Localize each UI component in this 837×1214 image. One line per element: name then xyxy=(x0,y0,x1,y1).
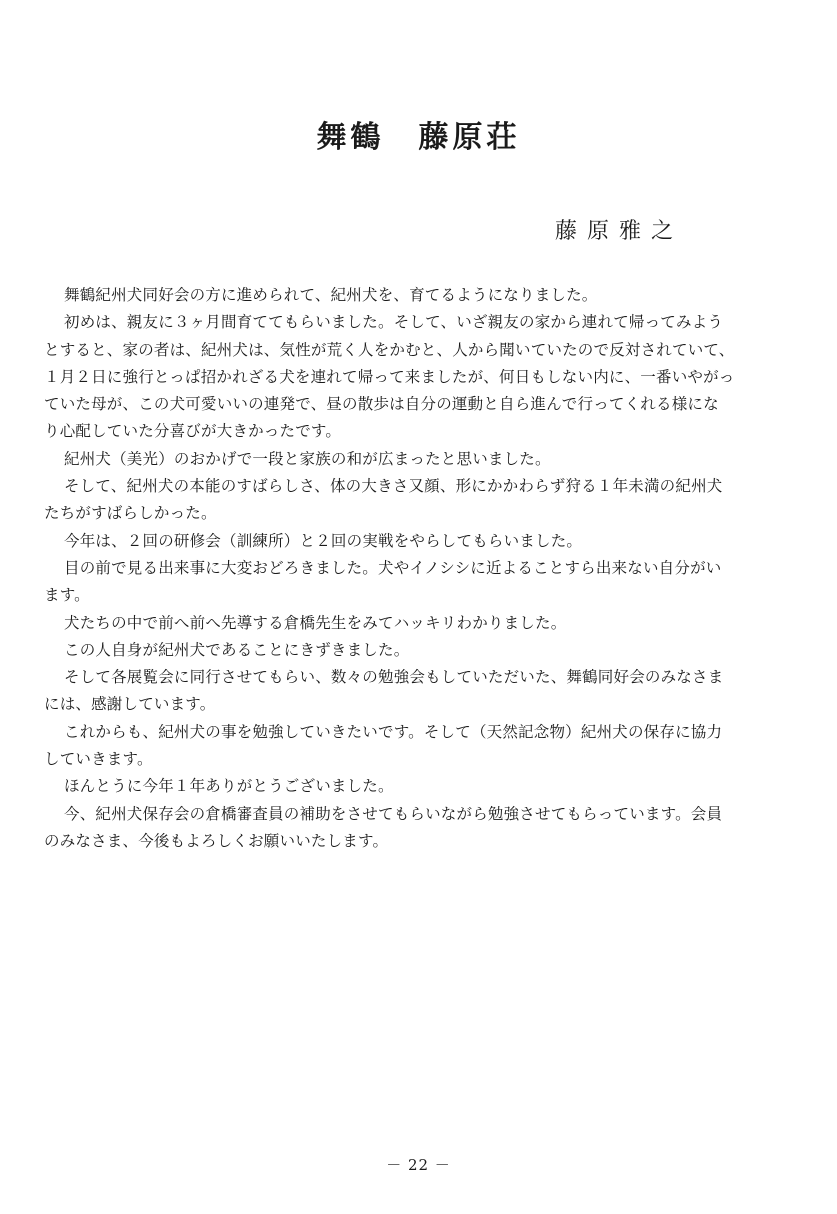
body-line: そして、紀州犬の本能のすばらしさ、体の大きさ又顔、形にかかわらず狩る１年未満の紀州犬 xyxy=(64,477,723,496)
body-line: これからも、紀州犬の事を勉強していきたいです。そして（天然記念物）紀州犬の保存に協力 xyxy=(64,722,723,741)
body-line: 犬たちの中で前へ前へ先導する倉橋先生をみてハッキリわかりました。 xyxy=(64,613,567,632)
body-line: 舞鶴紀州犬同好会の方に進められて、紀州犬を、育てるようになりました。 xyxy=(64,286,598,304)
article-body xyxy=(44,282,772,855)
body-line: 初めは、親友に３ヶ月間育ててもらいました。そして、いざ親友の家から連れて帰ってみよう xyxy=(64,313,724,332)
body-line: には、感謝しています。 xyxy=(44,695,216,714)
body-line: ます。 xyxy=(44,586,90,605)
body-line: とすると、家の者は、紀州犬は、気性が荒く人をかむと、人から聞いていたので反対されていて、 xyxy=(44,340,735,359)
body-line: たちがすばらしかった。 xyxy=(44,504,217,523)
body-line: ていた母が、この犬可愛いいの連発で、昼の散歩は自分の運動と自ら進んで行ってくれる様にな xyxy=(44,395,719,414)
body-line: のみなさま、今後もよろしくお願いいたします。 xyxy=(44,831,389,850)
body-line: 今、紀州犬保存会の倉橋審査員の補助をさせてもらいながら勉強させてもらっています。会員 xyxy=(64,804,723,823)
body-line: １月２日に強行とっぱ招かれざる犬を連れて帰って来ましたが、何日もしない内に、一番いやがっ xyxy=(44,367,735,386)
body-line: 紀州犬（美光）のおかげで一段と家族の和が広まったと思いました。 xyxy=(64,449,551,468)
body-line: そして各展覧会に同行させてもらい、数々の勉強会もしていただいた、舞鶴同好会のみなさま xyxy=(64,668,724,687)
page-number: － 22 － xyxy=(386,1156,451,1174)
author-name: 藤原雅之 xyxy=(555,219,684,244)
body-line: していきます。 xyxy=(44,750,153,769)
body-line: り心配していた分喜びが大きかったです。 xyxy=(44,422,342,441)
body-line: 目の前で見る出来事に大変おどろきました。犬やイノシシに近よることすら出来ない自分がい xyxy=(64,558,722,577)
body-line: この人自身が紀州犬であることにきずきました。 xyxy=(64,640,410,659)
body-line: 今年は、２回の研修会（訓練所）と２回の実戦をやらしてもらいました。 xyxy=(64,531,583,550)
body-line: ほんとうに今年１年ありがとうございました。 xyxy=(64,777,394,796)
page-title: 舞鶴 藤原荘 xyxy=(316,120,521,155)
